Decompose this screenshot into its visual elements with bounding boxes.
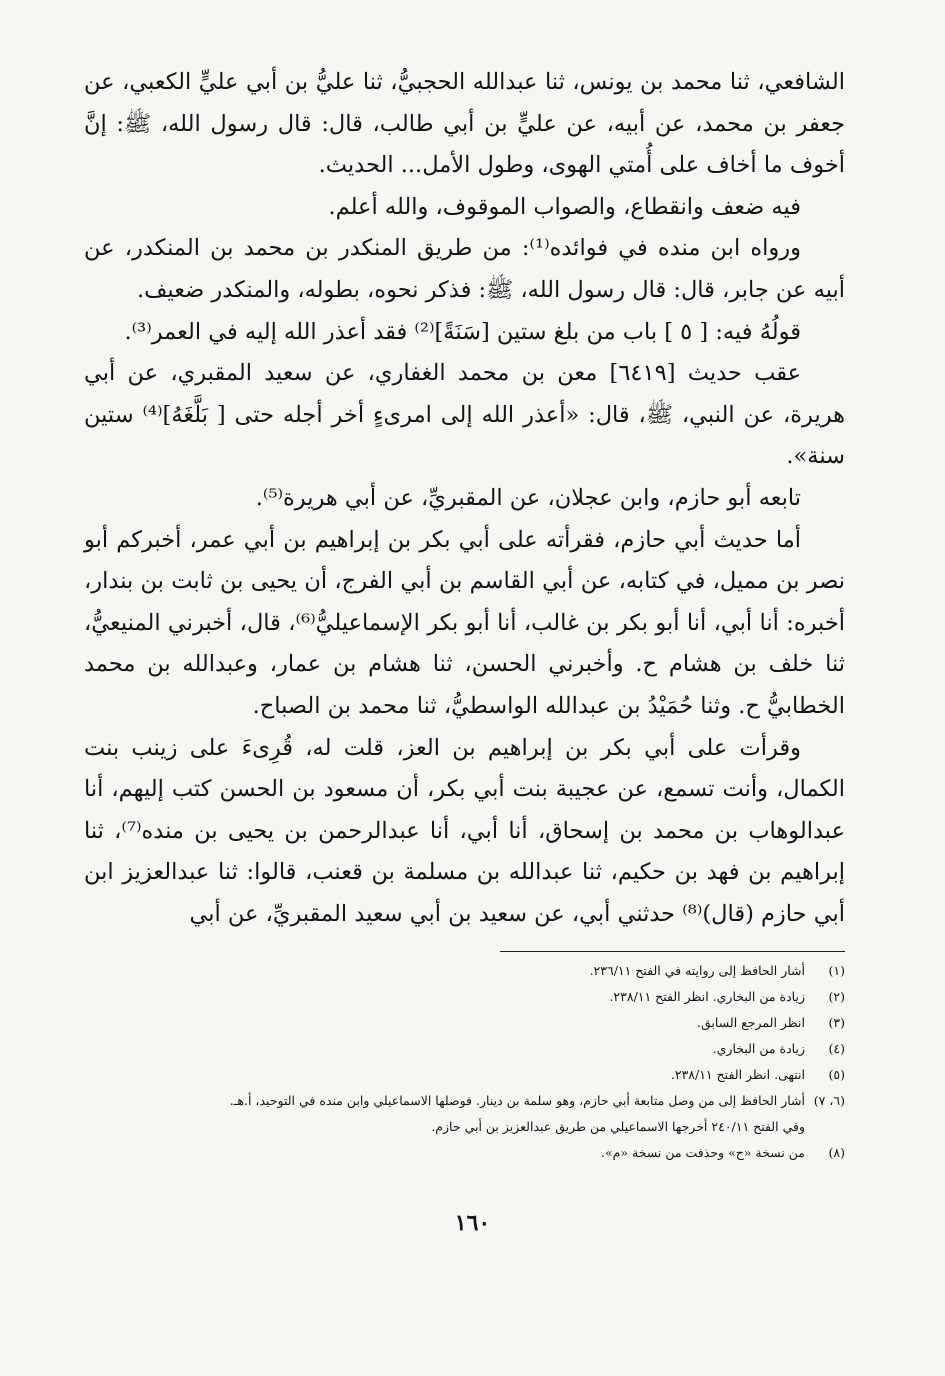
paragraph-5: عقب حديث [٦٤١٩] معن بن محمد الغفاري، عن سعيد المقبري، عن أبي هريرة، عن النبي، ﷺ، قال: «أعذر الله إلى امرىءٍ أخر أجله حتى [ بَلَّغَهُ]⁽⁴⁾ ستين سنة». <box>84 360 845 470</box>
main-text <box>84 62 845 935</box>
paragraph-6: تابعه أبو حازم، وابن عجلان، عن المقبريِّ، عن أبي هريرة⁽⁵⁾. <box>255 484 801 511</box>
footnote-2 <box>84 984 845 1010</box>
footnote-number: (٤) <box>828 1041 845 1057</box>
paragraph-2: فيه ضعف وانقطاع، والصواب الموقوف، والله أعلم. <box>328 193 801 220</box>
footnote-text: انظر المرجع السابق. <box>697 1015 805 1031</box>
footnote-text: زيادة من البخاري. <box>712 1041 805 1057</box>
paragraph-1: الشافعي، ثنا محمد بن يونس، ثنا عبدالله الحجبيُّ، ثنا عليُّ بن أبي عليٍّ الكعبي، عن جعفر بن محمد، عن أبيه، عن عليٍّ بن أبي طالب، قال: قال رسول الله، ﷺ: إنَّ أخوف ما أخاف على أُمتي الهوى، وطول الأمل... الحديث. <box>84 69 845 179</box>
footnote-6-7 <box>84 1088 845 1114</box>
footnote-number: (١) <box>828 963 845 979</box>
paragraph-3: ورواه ابن منده في فوائده⁽¹⁾: من طريق المنكدر بن محمد بن المنكدر، عن أبيه عن جابر، قال: قال رسول الله، ﷺ: فذكر نحوه، بطوله، والمنكدر ضعيف. <box>84 235 845 303</box>
footnote-text: انتهى. انظر الفتح ٢٣٨/١١. <box>670 1067 805 1083</box>
paragraph-4-chapter-heading: قولُهُ فيه: [ ٥ ] باب من بلغ ستين [سَنَةً]⁽²⁾ فقد أعذر الله إليه في العمر⁽³⁾. <box>124 318 801 345</box>
paragraph-8: وقرأت على أبي بكر بن إبراهيم بن العز، قلت له، قُرِىءَ على زينب بنت الكمال، وأنت تسمع، عن عجيبة بنت أبي بكر، أن مسعود بن الحسن كتب إليهم، أنا عبدالوهاب بن محمد بن إسحاق، أنا أبي، أنا عبدالرحمن بن يحيى بن منده⁽⁷⁾، ثنا إبراهيم بن فهد بن حكيم، ثنا عبدالله بن مسلمة بن قعنب، قالوا: ثنا عبدالعزيز ابن أبي حازم (قال)⁽⁸⁾ حدثني أبي، عن سعيد بن أبي سعيد المقبريِّ، عن أبي <box>84 734 845 927</box>
footnote-4 <box>84 1036 845 1062</box>
footnote-1 <box>84 958 845 984</box>
footnote-number: (٨) <box>828 1145 845 1161</box>
paragraph-7: أما حديث أبي حازم، فقرأته على أبي بكر بن إبراهيم بن أبي عمر، أخبركم أبو نصر بن مميل، في كتابه، عن أبي القاسم بن أبي الفرج، أن يحيى بن ثابت بن بندار، أخبره: أنا أبي، أنا أبو بكر بن غالب، أنا أبو بكر الإسماعيليُّ⁽⁶⁾، قال، أخبرني المنيعيُّ، ثنا خلف بن هشام ح. وأخبرني الحسن، ثنا هشام بن عمار، وعبدالله بن محمد الخطابيُّ ح. وثنا حُمَيْدُ بن عبدالله الواسطيُّ، ثنا محمد بن الصباح. <box>84 526 845 719</box>
footnote-text: زيادة من البخاري. انظر الفتح ٢٣٨/١١. <box>609 989 805 1005</box>
footnote-divider <box>500 951 845 952</box>
footnote-text: أشار الحافظ إلى روايته في الفتح ٢٣٦/١١. <box>589 963 805 979</box>
footnote-number: (٣) <box>828 1015 845 1031</box>
footnote-8 <box>84 1140 845 1166</box>
footnote-3 <box>84 1010 845 1036</box>
page-number: ١٦٠ <box>454 1210 491 1236</box>
footnote-6-7-continuation: وفي الفتح ٢٤٠/١١ أخرجها الاسماعيلي من طريق عبدالعزيز بن أبي حازم. <box>431 1119 805 1135</box>
footnote-number: (٥) <box>828 1067 845 1083</box>
footnote-number: (٦، ٧) <box>813 1093 845 1109</box>
footnote-text: أشار الحافظ إلى من وصل متابعة أبي حازم، وهو سلمة بن دينار. فوصلها الاسماعيلي وابن منده في التوحيد، أ.هـ. <box>229 1093 805 1109</box>
footnote-number: (٢) <box>828 989 845 1005</box>
footnotes <box>84 958 845 1166</box>
footnote-text: من نسخة «ح» وحذفت من نسخة «م». <box>600 1145 805 1161</box>
footnote-5 <box>84 1062 845 1088</box>
